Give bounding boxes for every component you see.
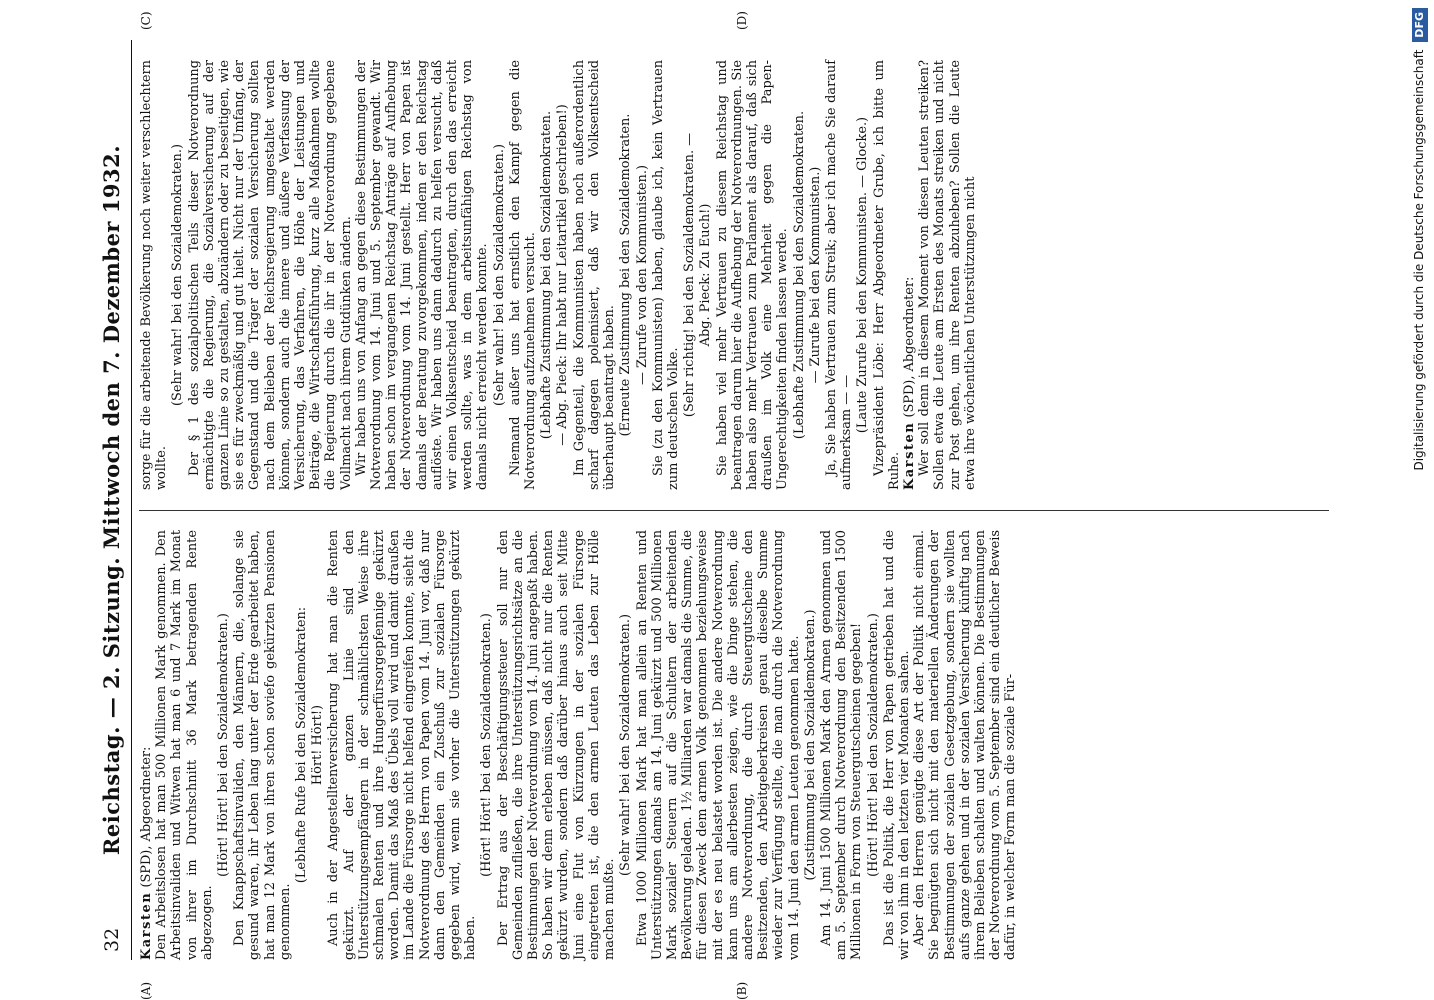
speaker-line (902, 60, 917, 490)
interjection: (Lebhafte Zustimmung bei den Sozialdemokraten. (791, 110, 807, 440)
paragraph: Aber den Herren genügte diese Art der Politik nicht einmal. Sie begnügten sich nicht mit den materiellen Änderungen der Bestimmungen der sozialen Gesetzgebung, sondern sie wollten aufs ganze gehen und in der sozialen Versicherung künftig nach ihrem Belieben schalten und walten können. Die Bestimmungen der Notverordnung vom 5. September sind ein deutlicher Beweis dafür, in welcher Form man die soziale Für- (912, 530, 1019, 960)
interjection: (Erneute Zustimmung bei den Sozialdemokraten. (618, 113, 634, 437)
left-column (139, 530, 1019, 960)
funding-text: Digitalisierung gefördert durch die Deutsche Forschungsgemeinschaft (1412, 49, 1426, 471)
paragraph: Etwa 1000 Millionen Mark hat man allein an Renten und Unterstützungen damals am 14. Juni gekürzt und 500 Millionen Mark sozialer Steuern auf die Schultern der arbeitenden Bevölkerung geladen. 1½ Milliarden war damals die Summe, die für diesen Zweck dem armen Volk genommen beziehungsweise mit der es neu belastet worden ist. Die andere Notverordnung kann uns am allerbesten zeigen, wie die Dinge stehen, die andere Notverordnung, die durch Steuergutscheine den Besitzenden, den Arbeitgeberkreisen genau dieselbe Summe wieder zur Verfügung stellte, die man durch die Notverordnung vom 14. Juni den armen Leuten genommen hatte. (634, 530, 802, 960)
page-number: 32 (101, 927, 123, 952)
dfg-logo: DFG (1412, 8, 1428, 42)
interjection: (Hört! Hört! bei den Sozialdemokraten.) (479, 613, 495, 877)
interjection: — Zurufe bei den Kommunisten.) (807, 166, 823, 384)
paragraph: Auch in der Angestelltenversicherung hat man die Renten gekürzt. Auf der ganzen Linie sind den Unterstützungsempfängern in der schmählichsten Weise ihre schmalen Renten und ihre Hungerfürsorgepfennige gekürzt worden. Damit das Maß des Übels voll wird und damit draußen im Lande die Fürsorge nicht helfend eingreifen konnte, sieht die Notverordnung des Herrn von Papen vom 14. Juni vor, daß nur dann den Gemeinden ein Zuschuß zur sozialen Fürsorge gegeben wird, wenn sie vorher die Unterstützungen gekürzt haben. (326, 530, 479, 960)
interjection: (Hört! Hört! bei den Sozialdemokraten.) (865, 613, 881, 877)
right-column (139, 60, 978, 490)
interjection: (Laute Zurufe bei den Kommunisten. — Glocke.) (855, 116, 871, 434)
interjection: (Lebhafte Zustimmung bei den Sozialdemokraten. (539, 110, 555, 440)
speaker-name: Karsten (901, 421, 917, 490)
paragraph: Wir haben uns von Anfang an gegen diese Bestimmungen der Notverordnung vom 14. Juni und 5. September gewandt. Wir haben schon im vergangenen Reichstag Anträge auf Aufhebung der Notverordnung vom 14. Juni gestellt. Herr von Papen ist damals der Beratung zuvorgekommen, indem er den Reichstag auflöste. Wir haben uns dann dadurch zu helfen versucht, daß wir einen Volksentscheid beantragten, durch den das erreicht werden sollte, was in dem arbeitsunfähigen Reichstag von damals nicht erreicht werden konnte. (353, 60, 491, 490)
funding-stamp (1408, 8, 1430, 996)
margin-marker-c: (C) (139, 11, 153, 30)
interjection: (Lebhafte Rufe bei den Sozialdemokraten: (294, 606, 310, 884)
interjection: — Zurufe von den Kommunisten.) (634, 165, 650, 386)
speaker-line (139, 530, 154, 960)
paragraph: sorge für die arbeitende Bevölkerung noch weiter verschlechtern wollte. (139, 60, 170, 490)
interjection: (Zustimmung bei den Sozialdemokraten.) (802, 609, 818, 881)
margin-marker-d: (D) (735, 11, 749, 30)
rotated-document-page (95, 11, 1335, 1000)
margin-marker-b: (B) (735, 981, 749, 1000)
speaker-name: Karsten (139, 891, 154, 960)
speaker-role: (SPD), Abgeordneter: (139, 746, 154, 892)
paragraph: Das ist die Politik, die Herr von Papen getrieben hat und die wir von ihm in den letzten vier Monaten sahen. (881, 530, 912, 960)
paragraph: Der Ertrag aus der Beschäftigungssteuer soll nur den Gemeinden zufließen, die ihre Unterstützungsrichtsätze an die Bestimmungen der Notverordnung vom 14. Juni angepaßt haben. So haben wir denn erleben müssen, daß nicht nur die Renten gekürzt wurden, sondern daß darüber hinaus auch seit Mitte Juni eine Flut von Kürzungen in der sozialen Fürsorge eingetreten ist, die den armen Leuten das Leben zur Hölle machen mußte. (495, 530, 618, 960)
margin-marker-a: (A) (139, 981, 153, 1000)
paragraph: Der § 1 des sozialpolitischen Teils dieser Notverordnung ermächtigte die Regierung, die Sozialversicherung auf der ganzen Linie so zu gestalten, abzuändern oder zu beseitigen, wie sie es für zweckmäßig und gut hielt. Nicht nur der Umfang, der Gegenstand und die Träger der sozialen Versicherung sollten nach dem Belieben der Reichsregierung umgestaltet werden können, sondern auch die innere und äußere Verfassung der Versicherung, das Verfahren, die Höhe der Leistungen und Beiträge, die Wirtschaftsführung, kurz alle Maßnahmen wollte die Regierung durch die ihr in der Notverordnung gegebene Vollmacht nach ihrem Gutdünken ändern. (186, 60, 354, 490)
paragraph: Im Gegenteil, die Kommunisten haben noch außerordentlich scharf dagegen polemisiert, daß wir den Volksentscheid überhaupt beantragt haben. (571, 60, 618, 490)
column-divider (139, 510, 1329, 511)
interjection: (Hört! Hört! bei den Sozialdemokraten.) (216, 613, 232, 877)
paragraph: Vizepräsident Löbe: Herr Abgeordneter Grube, ich bitte um Ruhe. (871, 60, 902, 490)
paragraph: Wer soll denn in diesem Moment von diesen Leuten streiken? Sollen etwa die Leute am Ersten des Monats streiken und nicht zur Post gehen, um ihre Renten abzuheben? Sollen die Leute etwa ihre wöchentlichen Unterstützungen nicht (917, 60, 978, 490)
interjection: (Sehr richtig! bei den Sozialdemokraten. — (682, 132, 698, 418)
interjection: — Abg. Pieck: Ihr habt nur Leitartikel geschrieben!) (555, 104, 571, 446)
running-title: Reichstag. — 2. Sitzung. Mittwoch den 7. Dezember 1932. (99, 144, 124, 856)
paragraph: Den Arbeitslosen hat man 500 Millionen Mark genommen. Den Arbeitsinvaliden und Witwen hat man 6 und 7 Mark im Monat von ihrer im Durchschnitt 36 Mark betragenden Rente abgezogen. (154, 530, 215, 960)
interjection: (Sehr wahr! bei den Sozialdemokraten.) (618, 614, 634, 876)
paragraph: Niemand außer uns hat ernstlich den Kampf gegen die Notverordnung aufzunehmen versucht. (507, 60, 539, 490)
paragraph: Am 14. Juni 1500 Millionen Mark den Armen genommen und am 5. September durch Notverordnung den Besitzenden 1500 Millionen in Form von Steuergutscheinen gegeben! (818, 530, 865, 960)
interjection: (Sehr wahr! bei den Sozialdemokraten.) (491, 144, 507, 406)
speaker-role: (SPD), Abgeordneter: (901, 276, 917, 422)
paragraph: Ja, Sie haben Vertrauen zum Streik; aber ich mache Sie darauf aufmerksam — — (823, 60, 855, 490)
interjection: (Sehr wahr! bei den Sozialdemokraten.) (170, 144, 186, 406)
paragraph: Sie (zu den Kommunisten) haben, glaube ich, kein Vertrauen zum deutschen Volke. (650, 60, 681, 490)
interjection: Hört! Hört!) (310, 704, 326, 786)
page-header (95, 40, 132, 960)
paragraph: Sie haben viel mehr Vertrauen zu diesem Reichstag und beantragen darum hier die Aufhebung der Notverordnungen. Sie haben also mehr Vertrauen zum Parlament als darauf, daß sich draußen im Volk eine Mehrheit gegen die Papen-Ungerechtigkeiten finden lassen werde. (714, 60, 791, 490)
paragraph: Den Knappschaftsinvaliden, den Männern, die, solange sie gesund waren, ihr Leben lang unter der Erde gearbeitet haben, hat man 12 Mark von ihren schon soviefo gekürzten Pensionen genommen. (232, 530, 293, 960)
interjection: Abg. Pieck: Zu Euch!) (698, 203, 714, 347)
